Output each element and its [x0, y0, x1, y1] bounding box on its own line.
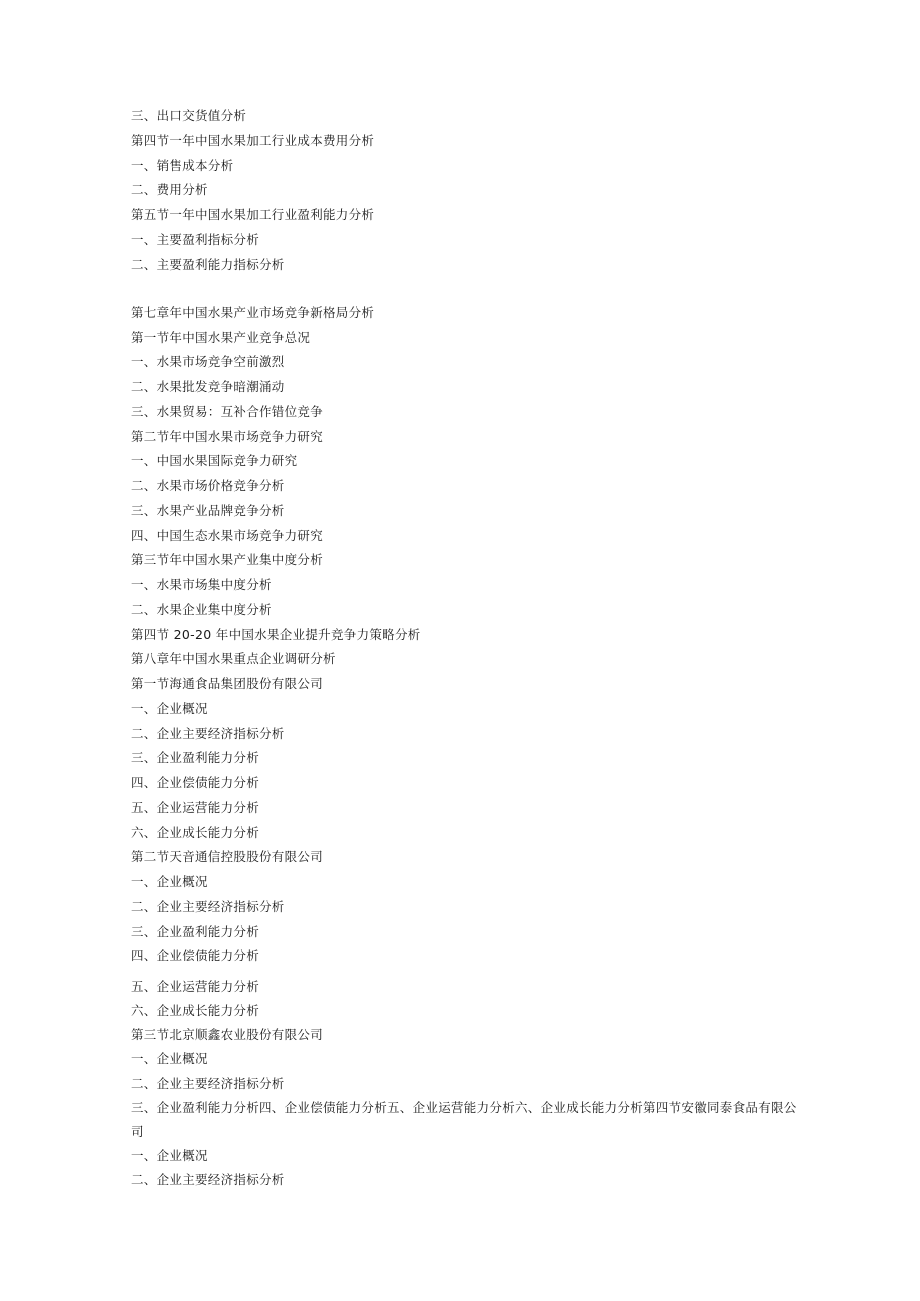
toc-line: 三、企业盈利能力分析 [131, 750, 260, 765]
toc-line: 第二节年中国水果市场竞争力研究 [131, 429, 324, 444]
toc-line: 二、企业主要经济指标分析 [131, 726, 285, 741]
toc-line: 五、企业运营能力分析 [131, 979, 260, 994]
toc-line: 二、企业主要经济指标分析 [131, 1076, 285, 1091]
toc-line: 第七章年中国水果产业市场竞争新格局分析 [131, 305, 375, 320]
toc-line: 第一节海通食品集团股份有限公司 [131, 676, 324, 691]
toc-line: 四、企业偿债能力分析 [131, 948, 260, 963]
toc-line: 第八章年中国水果重点企业调研分析 [131, 651, 336, 666]
toc-line: 第五节一年中国水果加工行业盈利能力分析 [131, 207, 375, 222]
toc-line: 二、企业主要经济指标分析 [131, 1172, 285, 1187]
toc-line: 一、企业概况 [131, 1051, 208, 1066]
toc-line: 六、企业成长能力分析 [131, 1003, 260, 1018]
toc-line: 一、主要盈利指标分析 [131, 232, 260, 247]
toc-line: 二、水果企业集中度分析 [131, 602, 272, 617]
toc-line: 一、企业概况 [131, 701, 208, 716]
toc-line: 四、企业偿债能力分析 [131, 775, 260, 790]
toc-line: 第一节年中国水果产业竞争总况 [131, 330, 311, 345]
toc-line: 二、水果批发竞争暗潮涌动 [131, 379, 285, 394]
toc-line: 三、水果产业品牌竞争分析 [131, 503, 285, 518]
toc-line: 一、销售成本分析 [131, 158, 234, 173]
toc-line: 三、出口交货值分析 [131, 108, 247, 123]
toc-line: 第三节北京顺鑫农业股份有限公司 [131, 1027, 324, 1042]
toc-line: 二、水果市场价格竞争分析 [131, 478, 285, 493]
toc-line: 四、中国生态水果市场竞争力研究 [131, 528, 324, 543]
toc-line-wrapped: 三、企业盈利能力分析四、企业偿债能力分析五、企业运营能力分析六、企业成长能力分析第四节安徽同泰食品有限公司 [131, 1100, 797, 1139]
toc-line: 二、企业主要经济指标分析 [131, 899, 285, 914]
toc-line: 六、企业成长能力分析 [131, 825, 260, 840]
toc-line: 五、企业运营能力分析 [131, 800, 260, 815]
toc-line: 第三节年中国水果产业集中度分析 [131, 552, 324, 567]
toc-line: 一、水果市场集中度分析 [131, 577, 272, 592]
toc-line: 二、费用分析 [131, 182, 208, 197]
toc-line: 三、企业盈利能力分析 [131, 924, 260, 939]
toc-line: 一、企业概况 [131, 1148, 208, 1163]
toc-line: 一、企业概况 [131, 874, 208, 889]
toc-line: 第四节一年中国水果加工行业成本费用分析 [131, 133, 375, 148]
toc-line: 一、水果市场竞争空前激烈 [131, 354, 285, 369]
toc-line: 一、中国水果国际竞争力研究 [131, 453, 298, 468]
toc-line: 三、水果贸易：互补合作错位竞争 [131, 404, 324, 419]
toc-line: 第四节 20-20 年中国水果企业提升竞争力策略分析 [131, 627, 421, 642]
toc-line: 二、主要盈利能力指标分析 [131, 257, 285, 272]
toc-line: 第二节天音通信控股股份有限公司 [131, 849, 324, 864]
